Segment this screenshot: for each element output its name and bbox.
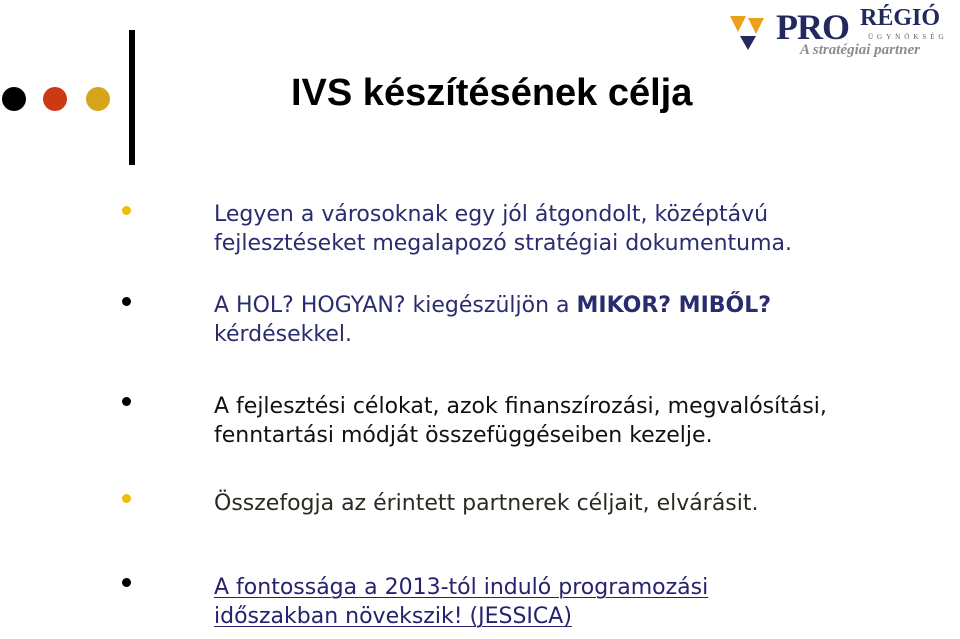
bullet-item-3 <box>214 392 827 450</box>
bullet-marker <box>122 578 131 587</box>
bullet-marker <box>122 297 131 306</box>
decor-dot-red <box>43 87 67 111</box>
proregio-logo <box>728 2 958 72</box>
bullet-text: A HOL? HOGYAN? kiegészüljön a <box>214 293 577 318</box>
slide-title: IVS készítésének célja <box>291 72 693 114</box>
logo-regio-text: RÉGIÓ <box>860 5 941 31</box>
bullet-line: Összefogja az érintett partnerek céljait, elvárásit. <box>214 491 759 516</box>
bullet-marker <box>122 494 131 503</box>
bullet-bold-text: MIKOR? MIBŐL? <box>576 293 772 318</box>
bullet-marker <box>122 397 131 406</box>
bullet-item-5 <box>214 573 708 631</box>
logo-pro-text: PRO <box>776 7 849 47</box>
bullet-line: A fejlesztési célokat, azok finanszírozási, megvalósítási, <box>214 394 827 419</box>
decor-dot-gold <box>86 87 110 111</box>
bullet-line: fejlesztéseket megalapozó stratégiai dokumentuma. <box>214 231 793 256</box>
bullet-line: A fontossága a 2013-tól induló programozási <box>214 575 709 600</box>
bullet-line <box>214 291 771 320</box>
bullet-line: fenntartási módját összefüggéseiben kezelje. <box>214 423 713 448</box>
bullet-line: kérdésekkel. <box>214 322 352 347</box>
logo-mark-icon <box>728 6 774 52</box>
decor-vertical-line <box>129 30 135 165</box>
bullet-item-4 <box>214 489 759 518</box>
bullet-line: Legyen a városoknak egy jól átgondolt, középtávú <box>214 202 769 227</box>
bullet-item-1 <box>214 200 792 258</box>
decor-dot-black <box>2 87 26 111</box>
bullet-marker <box>122 206 131 215</box>
logo-sub-text: ÜGYNÖKSÉG <box>868 33 948 41</box>
bullet-line: időszakban növekszik! (JESSICA) <box>214 604 572 629</box>
bullet-item-2 <box>214 291 771 349</box>
logo-tagline: A stratégiai partner <box>800 42 921 58</box>
